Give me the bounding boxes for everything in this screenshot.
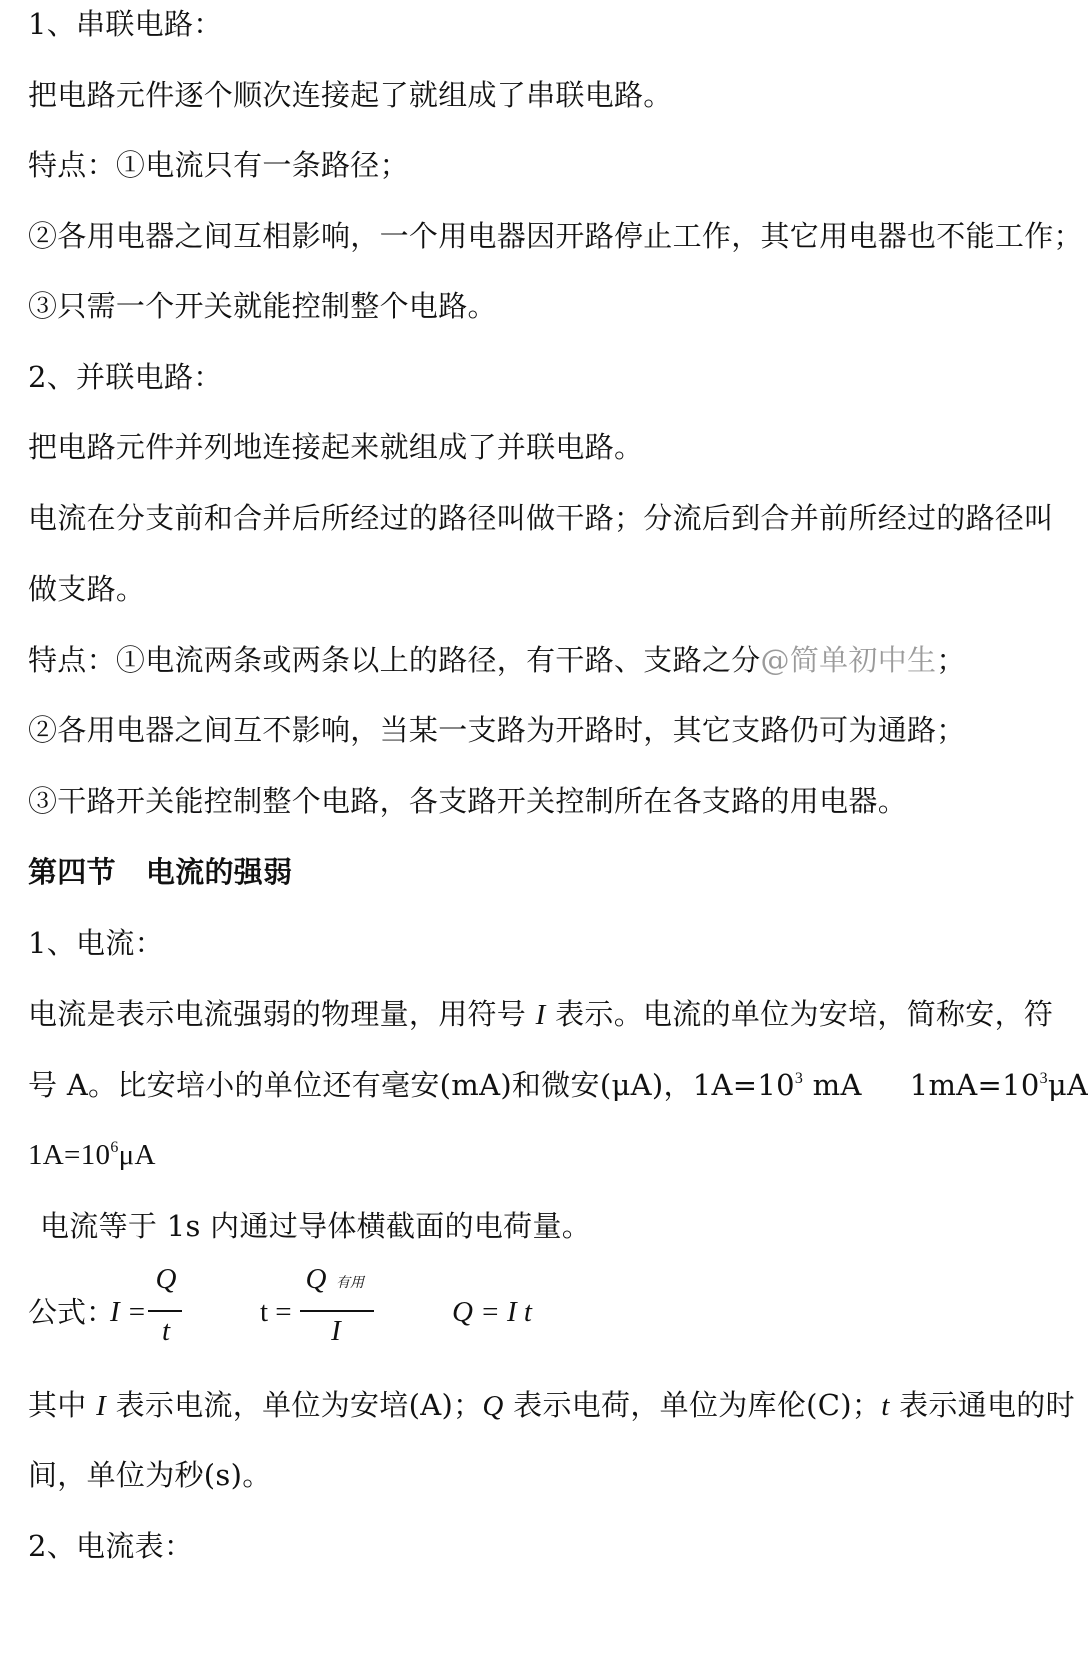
section-heading-current-strength: 第四节 电流的强弱 bbox=[28, 855, 293, 889]
formula-current: I = Q t bbox=[110, 1262, 220, 1362]
formula-time: t = Q 有用 I bbox=[260, 1262, 410, 1362]
paragraph-current-definition-1: 电流是表示电流强弱的物理量，用符号 I 表示。电流的单位为安培，简称安，符 bbox=[28, 997, 1054, 1031]
formula-label: 公式： bbox=[28, 1295, 116, 1329]
formula-row bbox=[28, 1262, 1028, 1362]
paragraph-symbol-explanation-2: 间，单位为秒(s)。 bbox=[28, 1458, 272, 1492]
paragraph-series-feature-2: ②各用电器之间互相影响，一个用电器因开路停止工作，其它用电器也不能工作； bbox=[28, 219, 1083, 253]
paragraph-trunk-branch-1: 电流在分支前和合并后所经过的路径叫做干路；分流后到合并前所经过的路径叫 bbox=[28, 501, 1054, 535]
paragraph-parallel-feature-2: ②各用电器之间互不影响，当某一支路为开路时，其它支路仍可为通路； bbox=[28, 713, 966, 747]
paragraph-trunk-branch-2: 做支路。 bbox=[28, 572, 146, 606]
subsection-title-ammeter: 2、电流表： bbox=[28, 1529, 194, 1563]
paragraph-current-charge: 电流等于 1s 内通过导体横截面的电荷量。 bbox=[40, 1209, 592, 1243]
paragraph-series-feature-3: ③只需一个开关就能控制整个电路。 bbox=[28, 289, 497, 323]
formula-charge: Q = I t bbox=[452, 1296, 532, 1328]
paragraph-current-units: 号 A。比安培小的单位还有毫安(mA)和微安(μA)，$1A=10^3$ mA $1mA=10^3\mu A$ bbox=[28, 1068, 1088, 1102]
paragraph-current-units-2: $1A=10^6\mu A$ bbox=[28, 1139, 156, 1171]
watermark-text: @简单初中生 bbox=[760, 643, 937, 677]
paragraph-parallel-definition: 把电路元件并列地连接起来就组成了并联电路。 bbox=[28, 430, 644, 464]
subsection-title-current: 1、电流： bbox=[28, 926, 164, 960]
paragraph-parallel-feature-3: ③干路开关能控制整个电路，各支路开关控制所在各支路的用电器。 bbox=[28, 784, 908, 818]
section-title-parallel-circuit: 2、并联电路： bbox=[28, 360, 223, 394]
paragraph-series-definition: 把电路元件逐个顺次连接起了就组成了串联电路。 bbox=[28, 78, 673, 112]
paragraph-parallel-feature-1: 特点：①电流两条或两条以上的路径，有干路、支路之分@简单初中生； bbox=[28, 643, 966, 677]
paragraph-series-feature-1: 特点：①电流只有一条路径； bbox=[28, 148, 409, 182]
section-title-series-circuit: 1、串联电路： bbox=[28, 7, 223, 41]
paragraph-symbol-explanation-1: 其中 I 表示电流，单位为安培(A)；Q 表示电荷，单位为库伦(C)；t 表示通电的时 bbox=[28, 1388, 1075, 1422]
